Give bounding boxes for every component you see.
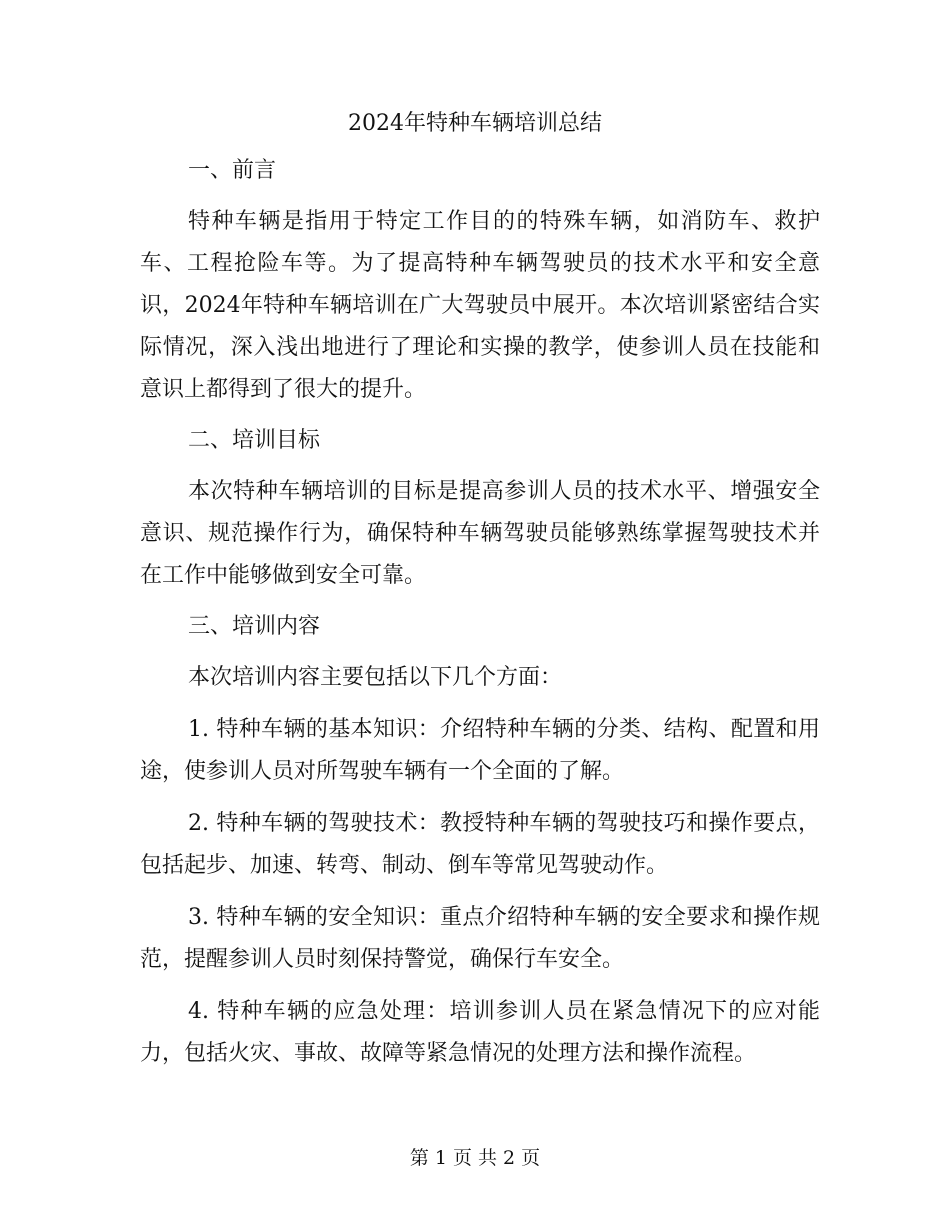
document-body — [140, 151, 820, 1085]
page-number-footer: 第 1 页 共 2 页 — [409, 1147, 541, 1169]
list-item-basic-knowledge: 1. 特种车辆的基本知识：介绍特种车辆的分类、结构、配置和用途，使参训人员对所驾驶车辆有一个全面的了解。 — [140, 717, 820, 784]
list-item-emergency-handling: 4. 特种车辆的应急处理：培训参训人员在紧急情况下的应对能力，包括火灾、事故、故障等紧急情况的处理方法和操作流程。 — [140, 999, 820, 1066]
list-item-safety-knowledge: 3. 特种车辆的安全知识：重点介绍特种车辆的安全要求和操作规范，提醒参训人员时刻保持警觉，确保行车安全。 — [140, 905, 820, 972]
section-heading-training-content: 三、培训内容 — [188, 614, 321, 639]
section-heading-preface: 一、前言 — [188, 158, 277, 183]
list-item-driving-skills: 2. 特种车辆的驾驶技术：教授特种车辆的驾驶技巧和操作要点，包括起步、加速、转弯、制动、倒车等常见驾驶动作。 — [140, 811, 820, 878]
section-heading-training-goals: 二、培训目标 — [188, 428, 321, 453]
paragraph-training-goals: 本次特种车辆培训的目标是提高参训人员的技术水平、增强安全意识、规范操作行为，确保特种车辆驾驶员能够熟练掌握驾驶技术并在工作中能够做到安全可靠。 — [140, 479, 820, 588]
paragraph-training-content-intro: 本次培训内容主要包括以下几个方面： — [188, 665, 563, 690]
document-title: 2024年特种车辆培训总结 — [348, 111, 602, 136]
paragraph-preface: 特种车辆是指用于特定工作目的的特殊车辆，如消防车、救护车、工程抢险车等。为了提高特种车辆驾驶员的技术水平和安全意识，2024年特种车辆培训在广大驾驶员中展开。本次培训紧密结合实际情况，深入浅出地进行了理论和实操的教学，使参训人员在技能和意识上都得到了很大的提升。 — [140, 209, 820, 402]
